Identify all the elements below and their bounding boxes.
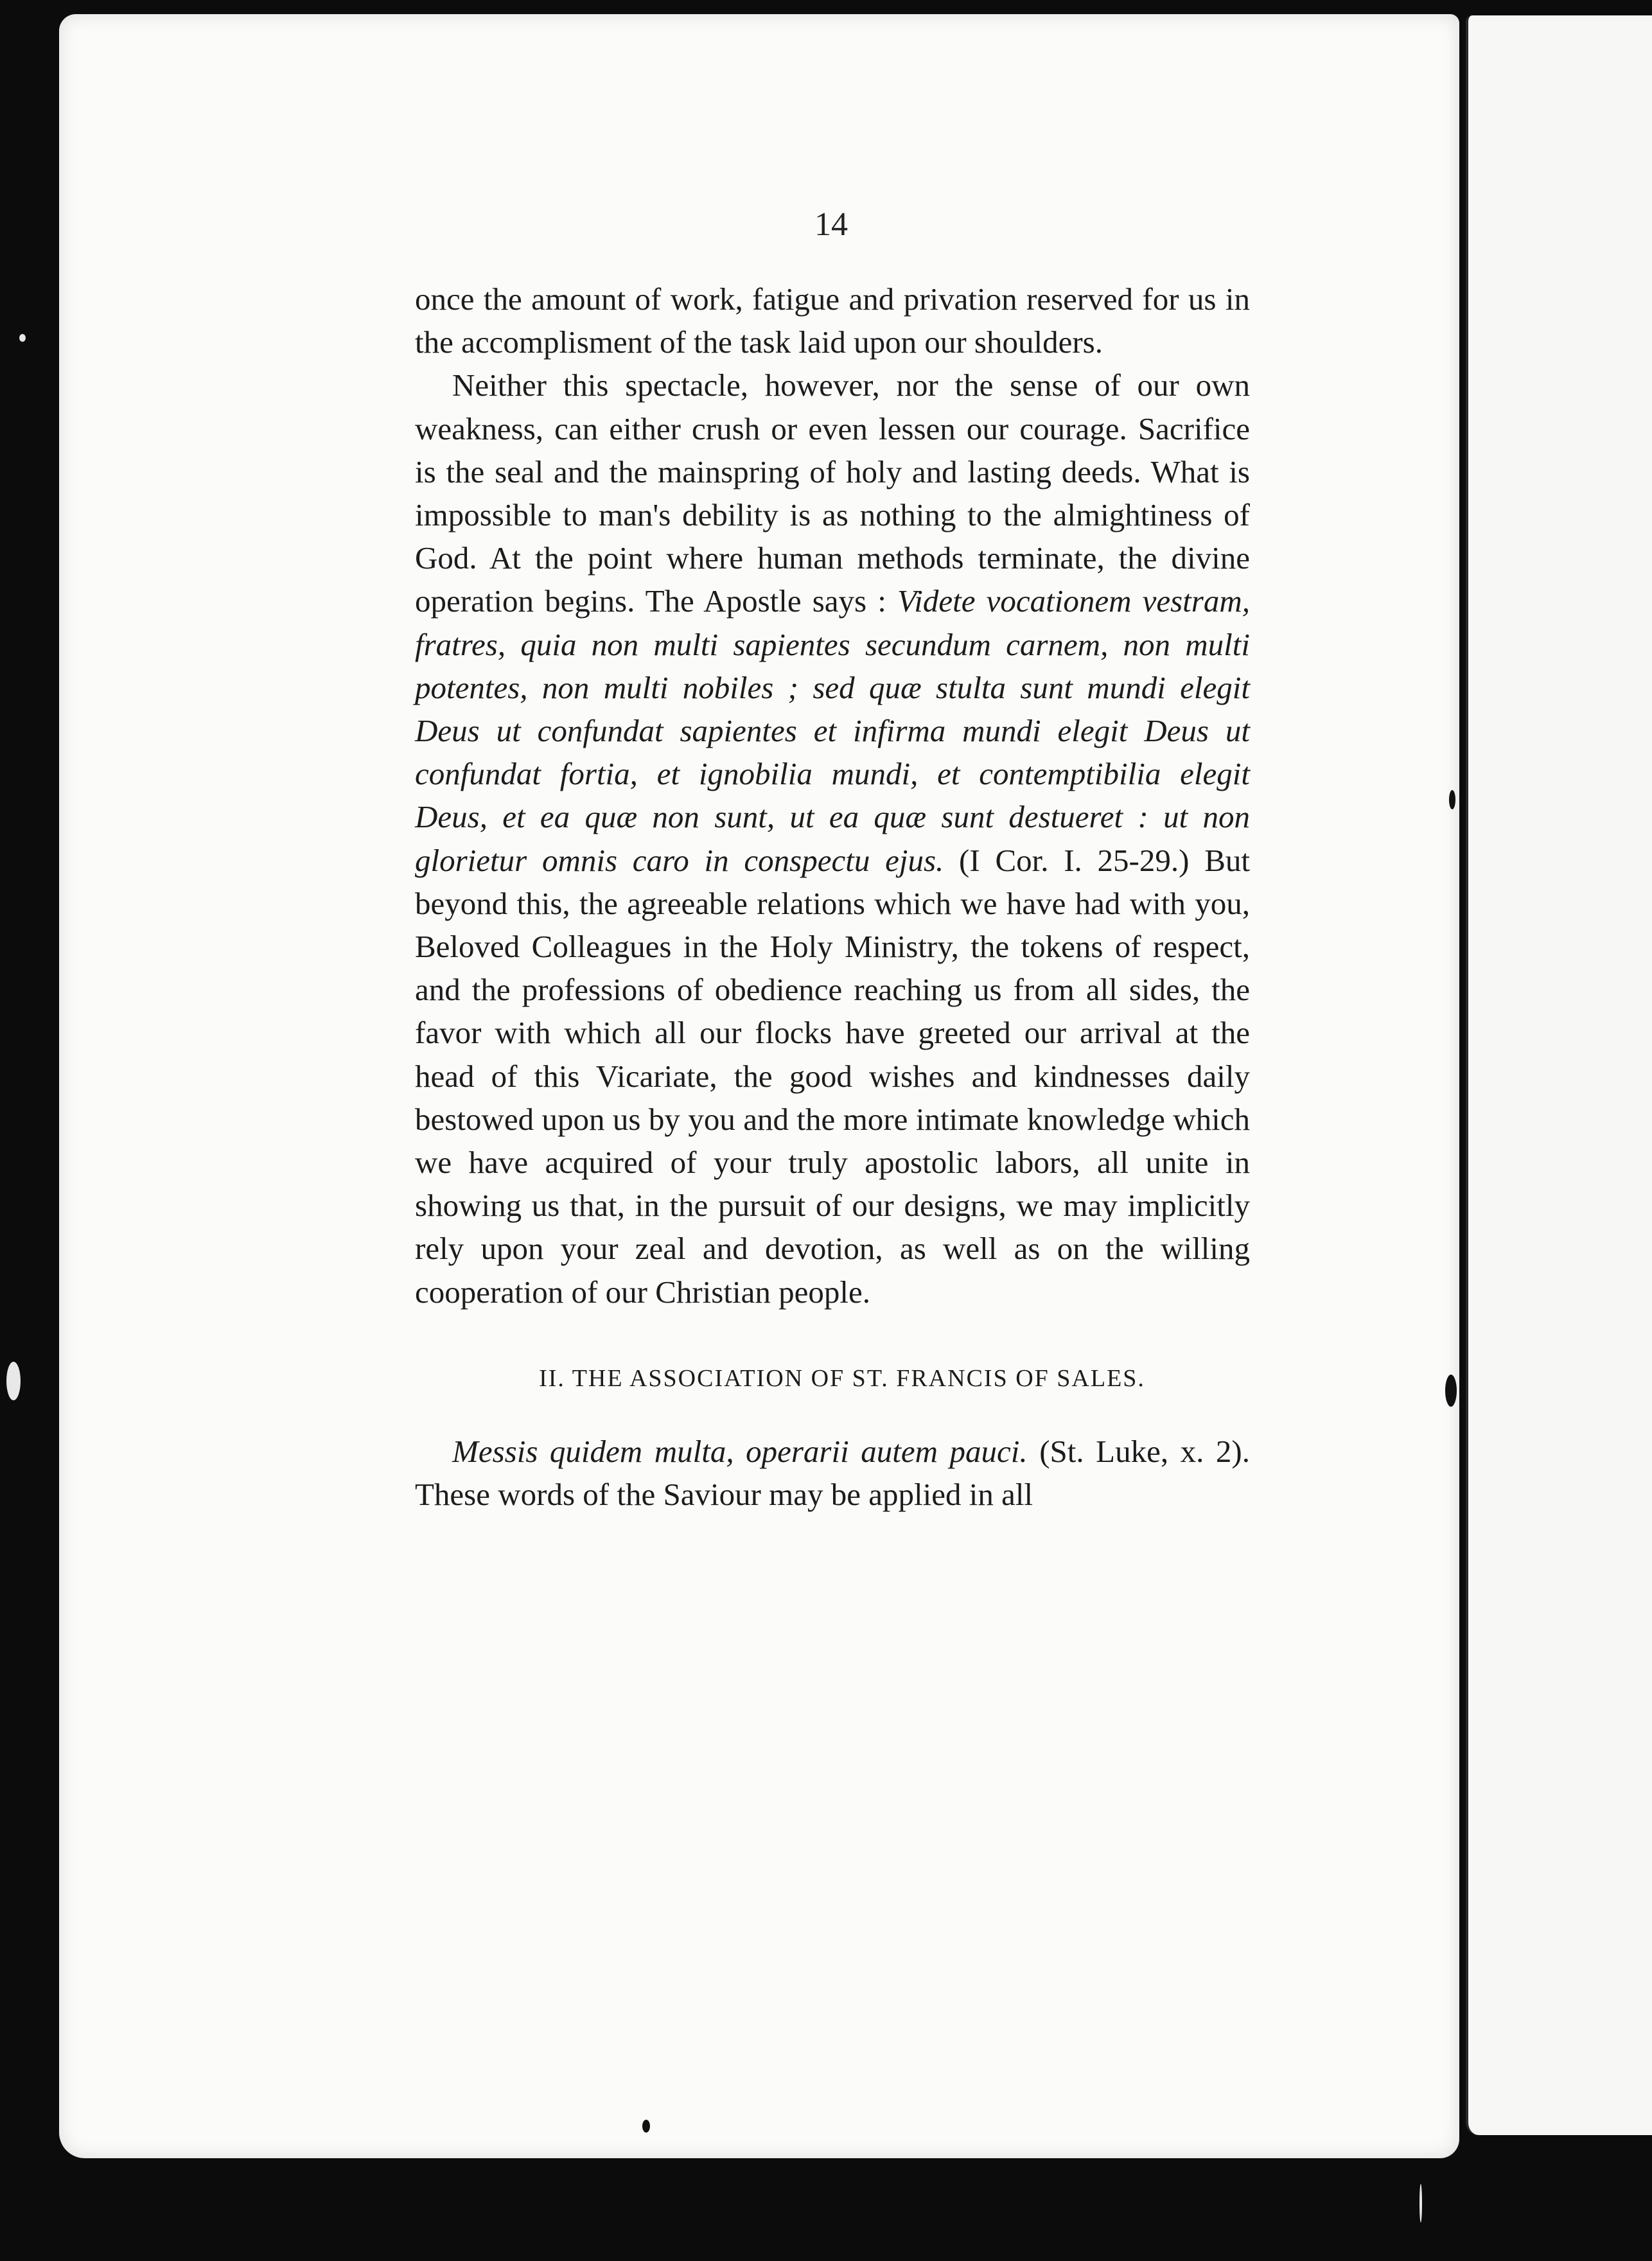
scan-speck	[1445, 1375, 1457, 1407]
scan-speck	[6, 1362, 21, 1400]
latin-quotation: Videte vocationem vestram, fratres, quia non multi sapientes secundum carnem, non multi potentes, non multi nobiles ; sed quæ stulta sunt mundi elegit Deus ut confundat sapientes et infirma mundi elegit Deus ut confundat fortia, et ignobilia mundi, et contemptibilia elegit Deus, et ea quæ non sunt, ut ea quæ sunt destueret : ut non glorietur omnis caro in conspectu ejus.	[415, 583, 1250, 878]
scan-speck	[19, 334, 26, 342]
paragraph-rest: (I Cor. I. 25-29.) But beyond this, the agreeable relations which we have had with you, Beloved Colleagues in the Holy Ministry, the tokens of respect, and the professions of obedience reaching us from all sides, the favor with which all our flocks have greeted our arrival at the head of this Vicariate, the good wishes and kindnesses daily bestowed upon us by you and the more intimate knowledge which we have acquired of your truly apostolic labors, all unite in showing us that, in the pursuit of our designs, we may implicitly rely upon your zeal and devotion, as well as on the willing cooperation of our Christian people.	[415, 842, 1250, 1310]
paragraph-association	[415, 1430, 1250, 1516]
scan-speck	[1449, 790, 1455, 809]
paragraph-courage	[415, 364, 1250, 1313]
page-number: 14	[814, 206, 848, 243]
body-text	[415, 277, 1250, 1516]
scan-speck	[1419, 2184, 1422, 2222]
paragraph-rest: (St. Luke, x. 2). These words of the Saviour may be applied in all	[415, 1434, 1250, 1513]
latin-quotation: Messis quidem multa, operarii autem pauci.	[452, 1434, 1028, 1470]
paragraph-intro: Neither this spectacle, however, nor the sense of our own weakness, can either crush or even lessen our courage. Sacrifice is the seal and the mainspring of holy and lasting deeds. What is impossible to man's debility is as nothing to the almightiness of God. At the point where human methods terminate, the divine operation begins. The Apostle says :	[415, 367, 1250, 619]
section-heading: II. THE ASSOCIATION OF ST. FRANCIS OF SALES.	[539, 1364, 1145, 1392]
scan-speck	[642, 2120, 650, 2133]
paragraph-continuation: once the amount of work, fatigue and privation reserved for us in the accomplisment of the task laid upon our shoulders.	[415, 281, 1250, 360]
adjacent-page-edge	[1466, 15, 1652, 2135]
